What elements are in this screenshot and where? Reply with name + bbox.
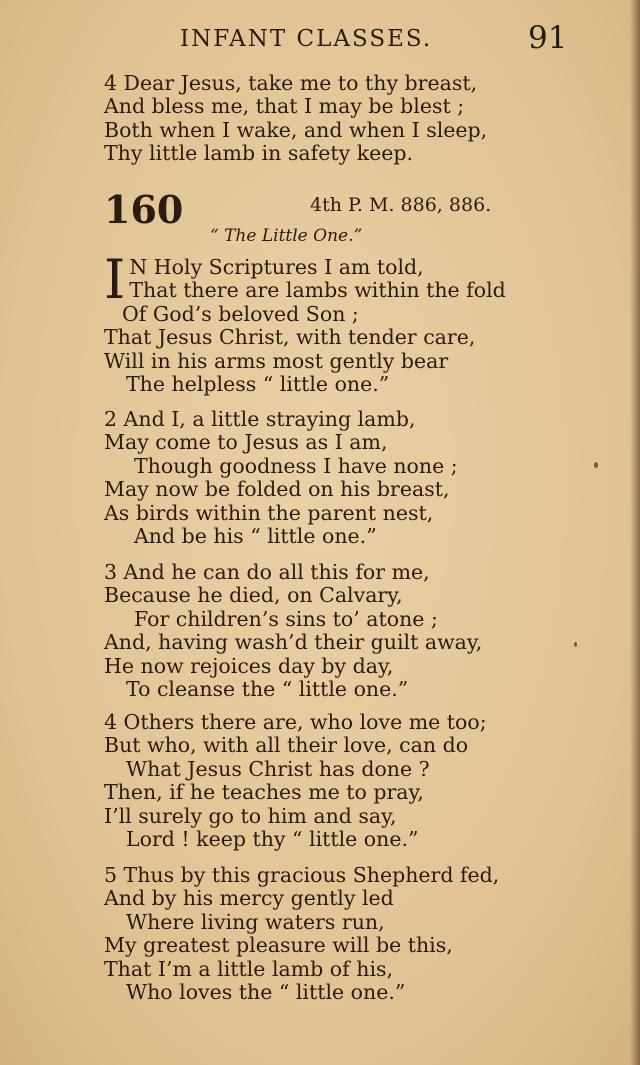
hymn-title: “ The Little One.” [210, 226, 363, 246]
verse-line: Because he died, on Calvary, [104, 583, 403, 608]
verse-line: The helpless “ little one.” [126, 371, 390, 396]
verse-line: But who, with all their love, can do [104, 733, 469, 758]
verse-line: As birds within the parent nest, [104, 500, 434, 525]
verse-line: N Holy Scriptures I am told, [129, 255, 424, 279]
verse-line: That Jesus Christ, with tender care, [104, 325, 476, 350]
verse-line: 2 And I, a little straying lamb, [104, 407, 416, 431]
page-number: 91 [528, 20, 568, 56]
verse-line: For children’s sins to’ atone ; [134, 606, 438, 631]
verse-line: Though goodness I have none ; [134, 453, 458, 478]
verse-line: That I’m a little lamb of his, [104, 956, 394, 981]
stanza-3 [104, 561, 482, 701]
stanza-5 [104, 864, 499, 1004]
verse-line: Both when I wake, and when I sleep, [104, 117, 488, 142]
running-header: INFANT CLASSES. [180, 26, 433, 52]
verse-line: 4 Others there are, who love me too; [104, 710, 487, 734]
stanza-1 [104, 248, 564, 396]
verse-line: May come to Jesus as I am, [104, 430, 388, 455]
hymn-meter: 4th P. M. 886, 886. [310, 194, 492, 216]
paper-speck [574, 642, 577, 647]
hymn-number: 160 [104, 187, 184, 232]
verse-line: 5 Thus by this gracious Shepherd fed, [104, 863, 500, 887]
verse-line: And be his “ little one.” [134, 523, 377, 548]
page-edge-shadow [630, 0, 640, 1065]
verse-line: He now rejoices day by day, [104, 653, 394, 678]
verse-line: Of God’s beloved Son ; [122, 301, 359, 326]
verse-line: Where living waters run, [126, 909, 385, 934]
verse-line: May now be folded on his breast, [104, 477, 450, 502]
stanza-4 [104, 711, 487, 851]
verse-line: And, having wash’d their guilt away, [104, 630, 483, 655]
drop-cap: I [104, 248, 126, 311]
verse-line: Who loves the “ little one.” [126, 979, 406, 1004]
verse-line: To cleanse the “ little one.” [126, 676, 409, 701]
verse-line: Then, if he teaches me to pray, [104, 780, 424, 805]
verse-line: And by his mercy gently led [104, 886, 394, 911]
paper-speck [594, 462, 598, 468]
previous-hymn-stanza [104, 72, 487, 166]
verse-line: Will in his arms most gently bear [104, 348, 449, 373]
verse-line: What Jesus Christ has done ? [126, 756, 430, 781]
verse-line: Thy little lamb in safety keep. [104, 141, 414, 166]
verse-line: Lord ! keep thy “ little one.” [126, 826, 419, 851]
verse-line: 4 Dear Jesus, take me to thy breast, [104, 71, 478, 95]
verse-line: My greatest pleasure will be this, [104, 933, 453, 958]
verse-line: That there are lambs within the fold [129, 278, 506, 303]
verse-line: And bless me, that I may be blest ; [104, 94, 465, 119]
verse-line: 3 And he can do all this for me, [104, 560, 430, 584]
verse-line: I’ll surely go to him and say, [104, 803, 397, 828]
stanza-2 [104, 408, 458, 548]
